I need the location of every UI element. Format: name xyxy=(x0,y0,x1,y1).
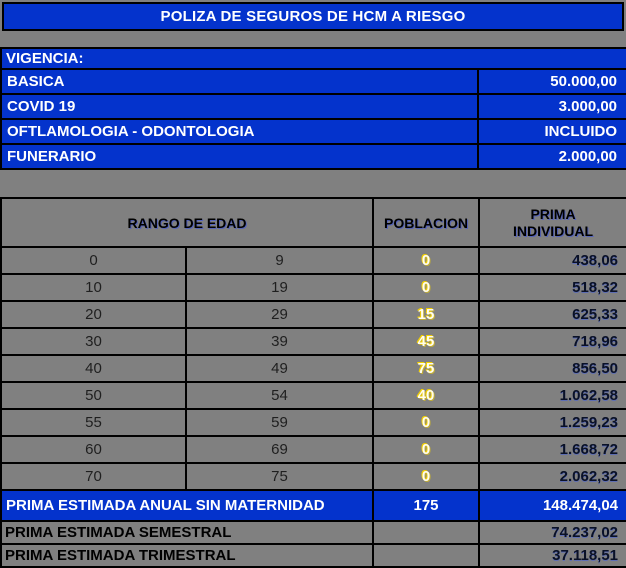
premium-cell[interactable]: 438,06 xyxy=(479,247,626,274)
semiannual-total-label[interactable]: PRIMA ESTIMADA SEMESTRAL xyxy=(1,521,373,544)
age-to-cell[interactable]: 75 xyxy=(186,463,373,490)
population-cell[interactable]: 75 xyxy=(373,355,479,382)
age-to-cell[interactable]: 69 xyxy=(186,436,373,463)
table-header-row xyxy=(1,198,626,247)
coverage-covid-value[interactable]: 3.000,00 xyxy=(478,94,626,119)
annual-total-population[interactable]: 175 xyxy=(373,490,479,521)
age-to-cell[interactable]: 39 xyxy=(186,328,373,355)
table-row xyxy=(1,48,626,69)
header-premium[interactable]: PRIMA INDIVIDUAL xyxy=(479,198,626,247)
age-from-cell[interactable]: 55 xyxy=(1,409,186,436)
premium-cell[interactable]: 518,32 xyxy=(479,274,626,301)
table-row xyxy=(1,436,626,463)
spacer-row xyxy=(0,170,626,197)
age-from-cell[interactable]: 20 xyxy=(1,301,186,328)
table-row xyxy=(1,69,626,94)
semiannual-total-row xyxy=(1,521,626,544)
semiannual-total-population[interactable] xyxy=(373,521,479,544)
table-row xyxy=(1,274,626,301)
age-to-cell[interactable]: 19 xyxy=(186,274,373,301)
coverage-covid-label[interactable]: COVID 19 xyxy=(1,94,478,119)
vigencia-header-cell[interactable]: VIGENCIA: xyxy=(1,48,626,69)
table-row xyxy=(1,301,626,328)
population-cell[interactable]: 45 xyxy=(373,328,479,355)
table-row xyxy=(1,94,626,119)
population-cell[interactable]: 0 xyxy=(373,409,479,436)
premium-cell[interactable]: 718,96 xyxy=(479,328,626,355)
age-to-cell[interactable]: 29 xyxy=(186,301,373,328)
age-from-cell[interactable]: 10 xyxy=(1,274,186,301)
table-row xyxy=(1,247,626,274)
age-from-cell[interactable]: 60 xyxy=(1,436,186,463)
age-to-cell[interactable]: 59 xyxy=(186,409,373,436)
premium-cell[interactable]: 2.062,32 xyxy=(479,463,626,490)
semiannual-total-value[interactable]: 74.237,02 xyxy=(479,521,626,544)
coverage-funerario-value[interactable]: 2.000,00 xyxy=(478,144,626,169)
table-row xyxy=(1,463,626,490)
age-from-cell[interactable]: 50 xyxy=(1,382,186,409)
table-row xyxy=(1,144,626,169)
population-cell[interactable]: 0 xyxy=(373,463,479,490)
header-age-range[interactable]: RANGO DE EDAD xyxy=(1,198,373,247)
coverage-funerario-label[interactable]: FUNERARIO xyxy=(1,144,478,169)
age-from-cell[interactable]: 40 xyxy=(1,355,186,382)
annual-total-value[interactable]: 148.474,04 xyxy=(479,490,626,521)
age-to-cell[interactable]: 9 xyxy=(186,247,373,274)
premium-cell[interactable]: 625,33 xyxy=(479,301,626,328)
coverage-basica-value[interactable]: 50.000,00 xyxy=(478,69,626,94)
population-cell[interactable]: 40 xyxy=(373,382,479,409)
table-row xyxy=(1,355,626,382)
quarterly-total-row xyxy=(1,544,626,567)
premium-cell[interactable]: 1.259,23 xyxy=(479,409,626,436)
population-cell[interactable]: 15 xyxy=(373,301,479,328)
population-cell[interactable]: 0 xyxy=(373,247,479,274)
age-from-cell[interactable]: 0 xyxy=(1,247,186,274)
quarterly-total-value[interactable]: 37.118,51 xyxy=(479,544,626,567)
population-cell[interactable]: 0 xyxy=(373,436,479,463)
premium-cell[interactable]: 856,50 xyxy=(479,355,626,382)
policy-title-bar[interactable] xyxy=(2,2,624,31)
annual-total-label[interactable]: PRIMA ESTIMADA ANUAL SIN MATERNIDAD xyxy=(1,490,373,521)
table-row xyxy=(1,119,626,144)
spacer-row xyxy=(0,31,626,47)
age-from-cell[interactable]: 70 xyxy=(1,463,186,490)
annual-total-row xyxy=(1,490,626,521)
coverage-basica-label[interactable]: BASICA xyxy=(1,69,478,94)
quarterly-total-population[interactable] xyxy=(373,544,479,567)
table-row xyxy=(1,409,626,436)
coverage-oftalmologia-label[interactable]: OFTLAMOLOGIA - ODONTOLOGIA xyxy=(1,119,478,144)
header-population[interactable]: POBLACION xyxy=(373,198,479,247)
premium-table xyxy=(0,197,626,568)
premium-cell[interactable]: 1.668,72 xyxy=(479,436,626,463)
coverage-oftalmologia-value[interactable]: INCLUIDO xyxy=(478,119,626,144)
table-row xyxy=(1,382,626,409)
age-to-cell[interactable]: 49 xyxy=(186,355,373,382)
quarterly-total-label[interactable]: PRIMA ESTIMADA TRIMESTRAL xyxy=(1,544,373,567)
table-row xyxy=(1,328,626,355)
age-to-cell[interactable]: 54 xyxy=(186,382,373,409)
age-from-cell[interactable]: 30 xyxy=(1,328,186,355)
policy-title: POLIZA DE SEGUROS DE HCM A RIESGO xyxy=(160,8,466,25)
vigencia-table xyxy=(0,47,626,170)
population-cell[interactable]: 0 xyxy=(373,274,479,301)
premium-cell[interactable]: 1.062,58 xyxy=(479,382,626,409)
